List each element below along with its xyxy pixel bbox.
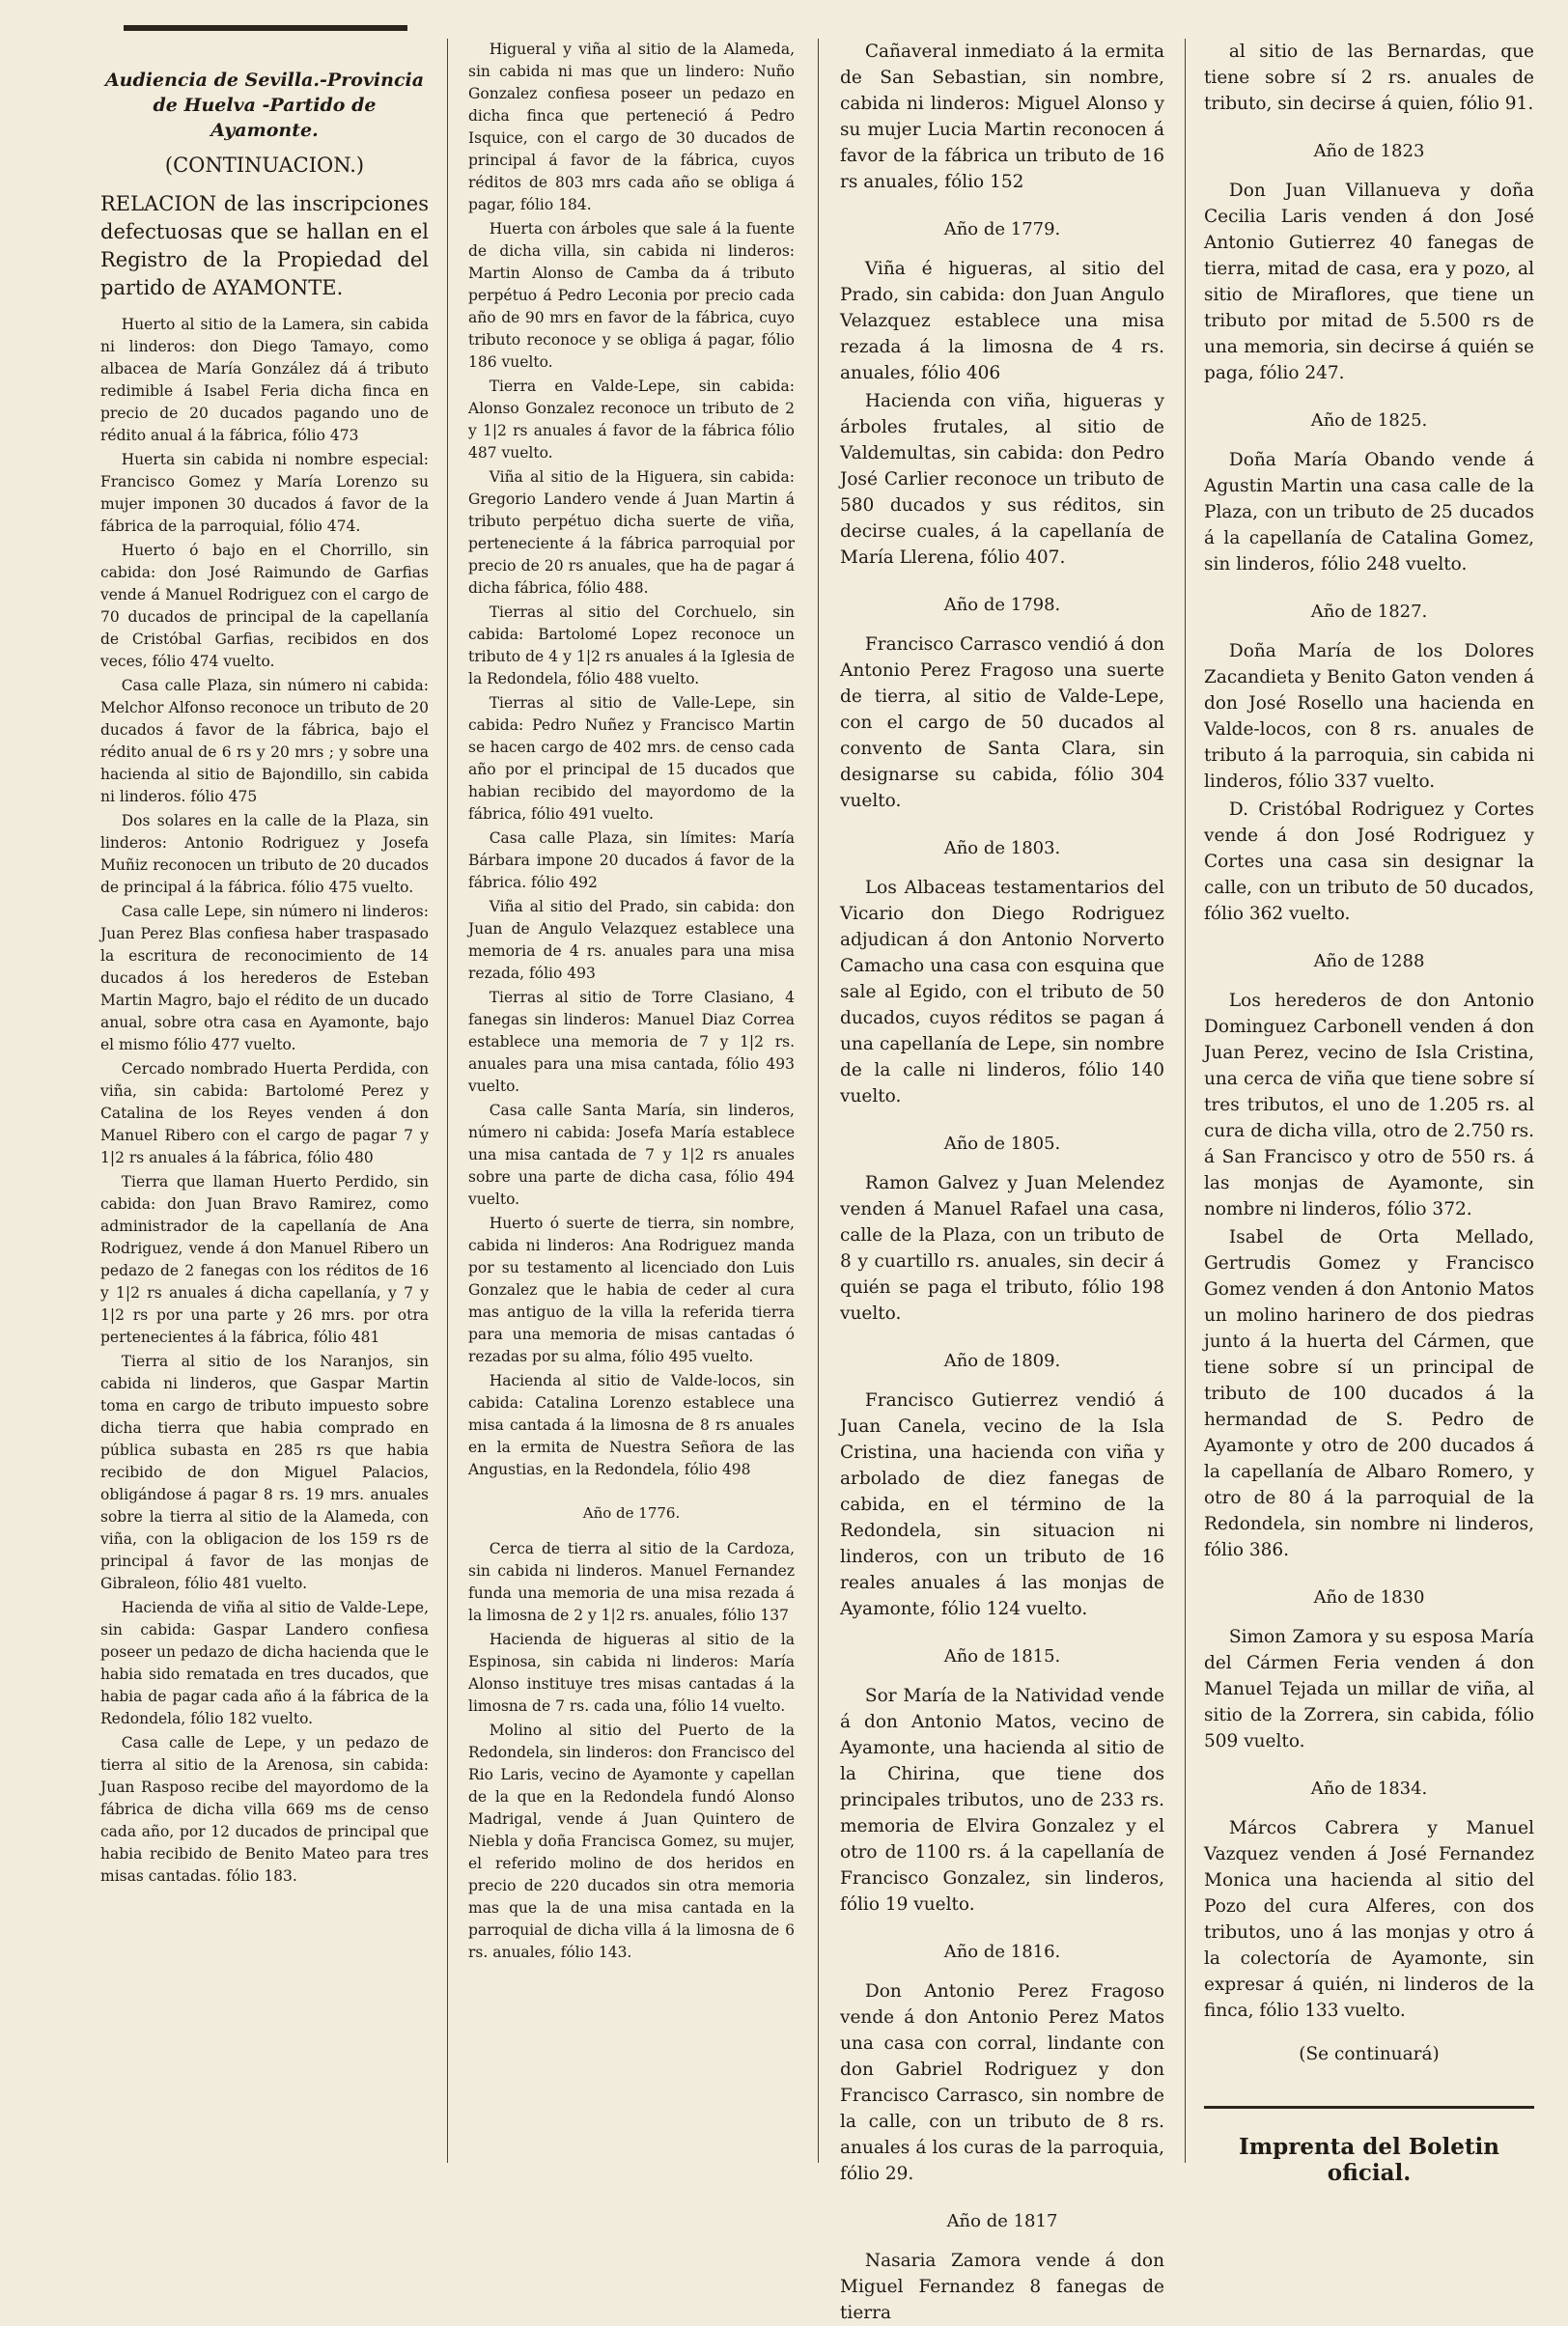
year-heading: Año de 1805.: [943, 1134, 1061, 1154]
year-heading: Año de 1823: [1313, 141, 1425, 161]
entry: Casa calle Santa María, sin linderos, número ni cabida: Josefa María establece una misa cantada de 7 y 1|2 rs anuales sobre una parte de dicha casa, fólio 494 vuelto.: [468, 1102, 795, 1208]
entry: Huerto ó suerte de tierra, sin nombre, cabida ni linderos: Ana Rodriguez manda por su testamento al licenciado don Luis Gonzalez que le habia de ceder al cura mas antiguo de la villa la referida tierra para una memoria de misas cantadas ó rezadas por su alma, fólio 495 vuelto.: [468, 1215, 795, 1365]
year-heading: Año de 1803.: [943, 838, 1061, 858]
printer-imprint: Imprenta del Boletin oficial.: [1239, 2134, 1499, 2186]
entry: D. Cristóbal Rodriguez y Cortes vende á don José Rodriguez y Cortes una casa sin designar la calle, con un tributo de 50 ducados, fólio 362 vuelto.: [1204, 799, 1534, 924]
entry: Tierra al sitio de los Naranjos, sin cabida ni linderos, que Gaspar Martin toma en cargo de tributo impuesto sobre dicha tierra que habia comprado en pública subasta en 285 rs que habia recibido de don Miguel Palacios, obligándose á pagar 8 rs. 19 mrs. anuales sobre la tierra al sitio de la Alameda, con viña, con la obligacion de los 159 rs de principal á favor de las monjas de Gibraleon, fólio 481 vuelto.: [100, 1353, 429, 1592]
bottom-rule: [1204, 2106, 1534, 2109]
entry: Casa calle Lepe, sin número ni linderos: Juan Perez Blas confiesa haber traspasado la escritura de reconocimiento de 14 ducados á los herederos de Esteban Martin Magro, bajo el rédito de un ducado anual, sobre otra casa en Ayamonte, bajo el mismo fólio 477 vuelto.: [100, 903, 429, 1053]
relacion-title: RELACION de las inscripciones defectuosas que se hallan en el Registro de la Propiedad del partido de AYAMONTE.: [100, 192, 429, 299]
year-heading: Año de 1288: [1313, 951, 1425, 971]
entry: Doña María Obando vende á Agustin Martin una casa calle de la Plaza, con un tributo de 25 ducados á la capellanía de Catalina Gomez, sin linderos, fólio 248 vuelto.: [1204, 450, 1534, 574]
entries-list: [468, 1538, 795, 1964]
entry: Viña al sitio del Prado, sin cabida: don Juan de Angulo Velazquez establece una memoria de 4 rs. anuales para una misa rezada, fólio 493: [468, 898, 795, 982]
entry: Cerca de tierra al sitio de la Cardoza, sin cabida ni linderos. Manuel Fernandez funda una memoria de una misa rezada á la limosna de 2 y 1|2 rs. anuales, fólio 137: [468, 1540, 795, 1624]
entry: Ramon Galvez y Juan Melendez venden á Manuel Rafael una casa, calle de la Plaza, con un tributo de 8 y cuartillo rs. anuales, sin decir á quién se paga el tributo, fólio 198 vuelto.: [840, 1173, 1164, 1324]
year-heading: Año de 1779.: [943, 219, 1061, 239]
top-rule: [124, 25, 407, 31]
entry: Casa calle de Lepe, y un pedazo de tierra al sitio de la Arenosa, sin cabida: Juan Rasposo recibe del mayordomo de la fábrica de dicha villa 669 ms de censo cada año, por 12 ducados de principal que habia recibido de Benito Mateo para tres misas cantadas. fólio 183.: [100, 1734, 429, 1885]
entry: Huerta con árboles que sale á la fuente de dicha villa, sin cabida ni linderos: Martin Alonso de Camba da á tributo perpétuo á Pedro Leconia por precio cada año de 90 mrs en favor de la fábrica, cuyo tributo reconoce y se obliga á pagar, fólio 186 vuelto.: [468, 220, 795, 371]
column-divider: [1185, 39, 1186, 2163]
year-heading: Año de 1825.: [1310, 410, 1428, 431]
entry: Tierra en Valde-Lepe, sin cabida: Alonso Gonzalez reconoce un tributo de 2 y 1|2 rs anuales á favor de la fábrica fólio 487 vuelto.: [468, 378, 795, 462]
entry: Los Albaceas testamentarios del Vicario don Diego Rodriguez adjudican á don Antonio Norverto Camacho una casa con esquina que sale al Egido, con el tributo de 50 ducados, cuyos réditos se pagan á una capellanía de Lepe, sin nombre de la calle ni linderos, fólio 140 vuelto.: [840, 878, 1164, 1107]
entry: Sor María de la Natividad vende á don Antonio Matos, vecino de Ayamonte, una hacienda al sitio de la Chirina, que tiene dos principales tributos, uno de 233 rs. memoria de Elvira Gonzalez y el otro de 1100 rs. á la capellanía de Francisco Gonzalez, sin linderos, fólio 19 vuelto.: [840, 1686, 1164, 1915]
entry: Tierra que llaman Huerto Perdido, sin cabida: don Juan Bravo Ramirez, como administrador de la capellanía de Ana Rodriguez, vende á don Manuel Ribero un pedazo de 2 fanegas con los réditos de 16 y 1|2 rs anuales á dicha capellanía, y 7 y 1|2 rs por una parte y 26 mrs. por otra pertenecientes á la fábrica, fólio 481: [100, 1173, 429, 1346]
year-heading: Año de 1830: [1313, 1587, 1425, 1608]
column-divider: [447, 39, 448, 2163]
entry: Isabel de Orta Mellado, Gertrudis Gomez y Francisco Gomez venden á don Antonio Matos un molino harinero de dos piedras junto á la huerta del Cármen, que tiene sobre sí un principal de tributo de 100 ducados á la hermandad de S. Pedro de Ayamonte y otro de 200 ducados á la capellanía de Albaro Romero, y otro de 80 á la parroquial de la Redondela, sin nombre ni linderos, fólio 386.: [1204, 1227, 1534, 1560]
entry: Hacienda de higueras al sitio de la Espinosa, sin cabida ni linderos: María Alonso instituye tres misas cantadas á la limosna de 7 rs. cada una, fólio 14 vuelto.: [468, 1631, 795, 1715]
year-sections: [1204, 138, 1534, 2024]
entries-list: [468, 39, 795, 1481]
entry: Viña é higueras, al sitio del Prado, sin cabida: don Juan Angulo Velazquez establece una misa rezada á la limosna de 4 rs. anuales, fólio 406: [840, 259, 1164, 383]
column-divider: [818, 39, 819, 2163]
year-heading: Año de 1798.: [943, 595, 1061, 615]
year-heading: Año de 1809.: [943, 1351, 1061, 1371]
entry: Tierras al sitio de Valle-Lepe, sin cabida: Pedro Nuñez y Francisco Martin se hacen cargo de 402 mrs. de censo cada año por el principal de 15 ducados que habian recibido del mayordomo de la fábrica, fólio 491 vuelto.: [468, 694, 795, 823]
continuation-label: (CONTINUACION.): [164, 154, 365, 177]
entry: Hacienda con viña, higueras y árboles frutales, al sitio de Valdemultas, sin cabida: don Pedro José Carlier reconoce un tributo de 580 ducados y sus réditos, sin decirse cuales, á la capellanía de María Llerena, fólio 407.: [840, 391, 1164, 568]
continuation-note: (Se continuará): [1299, 2044, 1440, 2064]
year-heading: Año de 1817: [946, 2211, 1058, 2231]
entry: Viña al sitio de la Higuera, sin cabida: Gregorio Landero vende á Juan Martin á tributo perpétuo dicha suerte de viña, perteneciente á la fábrica parroquial por precio de 20 rs anuales, que ha de pagar á dicha fábrica, fólio 488.: [468, 468, 795, 597]
entry: Los herederos de don Antonio Dominguez Carbonell venden á don Juan Perez, vecino de Isla Cristina, una cerca de viña que tiene sobre sí tres tributos, el uno de 1.205 rs. al cura de dicha villa, otro de 2.750 rs. á San Francisco y otro de 550 rs. á las monjas de Ayamonte, sin nombre ni linderos, fólio 372.: [1204, 991, 1534, 1219]
entry: Doña María de los Dolores Zacandieta y Benito Gaton venden á don José Rosello una hacienda en Valde-locos, con 8 rs. anuales de tributo á la parroquia, sin cabida ni linderos, fólio 337 vuelto.: [1204, 641, 1534, 792]
entry: Don Juan Villanueva y doña Cecilia Laris venden á don José Antonio Gutierrez 40 fanegas de tierra, mitad de casa, era y pozo, al sitio de Miraflores, que tiene un tributo por mitad de 5.500 rs de una memoria, sin decirse á quién se paga, fólio 247.: [1204, 181, 1534, 383]
entry: Huerto ó bajo en el Chorrillo, sin cabida: don José Raimundo de Garfias vende á Manuel Rodriguez con el cargo de 70 ducados de principal de la capellanía de Cristóbal Garfias, recibidos en dos veces, fólio 474 vuelto.: [100, 542, 429, 670]
entry: Francisco Gutierrez vendió á Juan Canela, vecino de la Isla Cristina, una hacienda con viña y arbolado de diez fanegas de cabida, en el término de la Redondela, sin situacion ni linderos, con un tributo de 16 reales anuales á las monjas de Ayamonte, fólio 124 vuelto.: [840, 1390, 1164, 1619]
column-2: [468, 39, 795, 2174]
year-heading: Año de 1815.: [943, 1646, 1061, 1667]
entry: Casa calle Plaza, sin límites: María Bárbara impone 20 ducados á favor de la fábrica. fólio 492: [468, 829, 795, 891]
year-heading: Año de 1776.: [582, 1504, 681, 1522]
entry: Francisco Carrasco vendió á don Antonio Perez Fragoso una suerte de tierra, al sitio de Valde-Lepe, con el cargo de 50 ducados al convento de Santa Clara, sin designarse su cabida, fólio 304 vuelto.: [840, 634, 1164, 811]
entry: Cercado nombrado Huerta Perdida, con viña, sin cabida: Bartolomé Perez y Catalina de los Reyes venden á don Manuel Ribero con el cargo de pagar 7 y 1|2 rs anuales á la fábrica, fólio 480: [100, 1060, 429, 1166]
column-3: [840, 39, 1164, 2323]
entry: Hacienda al sitio de Valde-locos, sin cabida: Catalina Lorenzo establece una misa cantada á la limosna de 8 rs anuales en la ermita de Nuestra Señora de las Angustias, en la Redondela, fólio 498: [468, 1372, 795, 1478]
section-header: Audiencia de Sevilla.-Provincia de Huelva -Partido de Ayamonte.: [104, 70, 425, 141]
entry: al sitio de las Bernardas, que tiene sobre sí 2 rs. anuales de tributo, sin decirse á quien, fólio 91.: [1204, 42, 1534, 114]
entry: Simon Zamora y su esposa María del Cármen Feria venden á don Manuel Tejada un millar de viña, al sitio de la Zorrera, sin cabida, fólio 509 vuelto.: [1204, 1627, 1534, 1752]
entry: Hacienda de viña al sitio de Valde-Lepe, sin cabida: Gaspar Landero confiesa poseer un pedazo de dicha hacienda que le habia sido rematada en tres ducados, que habia de pagar cada año á la fábrica de la Redondela, fólio 182 vuelto.: [100, 1599, 429, 1727]
entries-list: [100, 314, 429, 1888]
column-4: [1204, 39, 1534, 2186]
entry: Nasaria Zamora vende á don Miguel Fernandez 8 fanegas de tierra: [840, 2251, 1164, 2323]
year-heading: Año de 1816.: [943, 1942, 1061, 1962]
year-heading: Año de 1834.: [1310, 1779, 1428, 1799]
entry: Tierras al sitio del Corchuelo, sin cabida: Bartolomé Lopez reconoce un tributo de 4 y 1|2 rs anuales á la Iglesia de la Redondela, fólio 488 vuelto.: [468, 603, 795, 687]
entry: Don Antonio Perez Fragoso vende á don Antonio Perez Matos una casa con corral, lindante con don Gabriel Rodriguez y don Francisco Carrasco, sin nombre de la calle, con un tributo de 8 rs. anuales á los curas de la parroquia, fólio 29.: [840, 1981, 1164, 2184]
column-1: [100, 39, 429, 2174]
year-heading: Año de 1827.: [1310, 602, 1428, 622]
entry: Molino al sitio del Puerto de la Redondela, sin linderos: don Francisco del Rio Laris, vecino de Ayamonte y capellan de la que en la Redondela fundó Alonso Madrigal, vende á Juan Quintero de Niebla y doña Francisca Gomez, su mujer, el referido molino de dos heridos en precio de 220 ducados sin otra memoria mas que la de una misa cantada en la parroquial de dicha villa á la limosna de 6 rs. anuales, fólio 143.: [468, 1722, 795, 1961]
entry: Huerta sin cabida ni nombre especial: Francisco Gomez y María Lorenzo su mujer imponen 30 ducados á favor de la fábrica de la parroquial, fólio 474.: [100, 451, 429, 535]
entry: Casa calle Plaza, sin número ni cabida: Melchor Alfonso reconoce un tributo de 20 ducados á favor de la fábrica, bajo el rédito anual de 6 rs y 20 mrs ; y sobre una hacienda al sitio de Bajondillo, sin cabida ni linderos. fólio 475: [100, 677, 429, 805]
entry: Márcos Cabrera y Manuel Vazquez venden á José Fernandez Monica una hacienda al sitio del Pozo del cura Alferes, con dos tributos, uno á las monjas y otro á la colectoría de Ayamonte, sin expresar á quién, ni linderos de la finca, fólio 133 vuelto.: [1204, 1818, 1534, 2021]
year-sections: [840, 216, 1164, 2326]
entry: Tierras al sitio de Torre Clasiano, 4 fanegas sin linderos: Manuel Diaz Correa establece una memoria de 7 y 1|2 rs. anuales para una misa cantada, fólio 493 vuelto.: [468, 989, 795, 1095]
entry: Huerto al sitio de la Lamera, sin cabida ni linderos: don Diego Tamayo, como albacea de María González dá á tributo redimible á Isabel Feria dicha finca en precio de 20 ducados pagando uno de rédito anual á la fábrica, fólio 473: [100, 316, 429, 444]
entry: Dos solares en la calle de la Plaza, sin linderos: Antonio Rodriguez y Josefa Muñiz reconocen un tributo de 20 ducados de principal á la fábrica. fólio 475 vuelto.: [100, 812, 429, 896]
entry: Cañaveral inmediato á la ermita de San Sebastian, sin nombre, cabida ni linderos: Miguel Alonso y su mujer Lucia Martin reconocen á favor de la fábrica un tributo de 16 rs anuales, fólio 152: [840, 42, 1164, 192]
entry: Higueral y viña al sitio de la Alameda, sin cabida ni mas que un lindero: Nuño Gonzalez confiesa poseer un pedazo en dicha finca que perteneció á Pedro Isquice, con el cargo de 30 ducados de principal á favor de la fábrica, cuyos réditos de 803 mrs cada año se obliga á pagar, fólio 184.: [468, 41, 795, 213]
